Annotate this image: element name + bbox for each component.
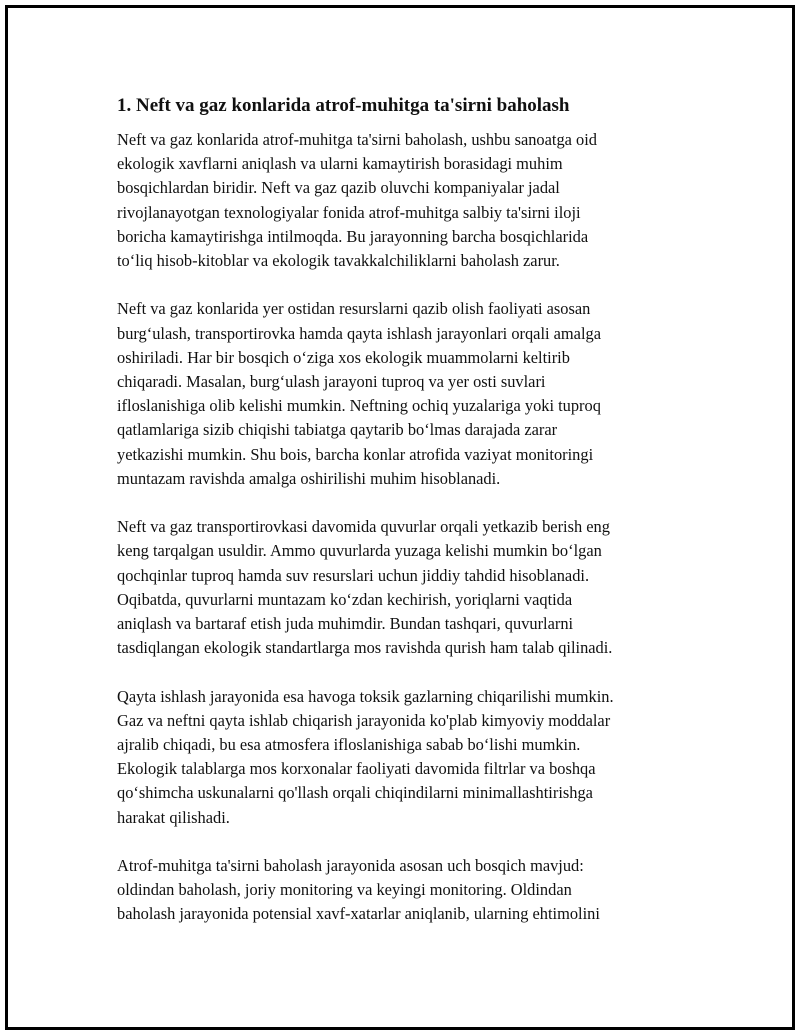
text-line: Neft va gaz transportirovkasi davomida quvurlar orqali yetkazib berish eng <box>117 517 610 537</box>
paragraph-5 <box>117 854 677 927</box>
paragraph-1 <box>117 128 677 273</box>
text-line: bosqichlardan biridir. Neft va gaz qazib oluvchi kompaniyalar jadal <box>117 178 560 198</box>
text-line: aniqlash va bartaraf etish juda muhimdir. Bundan tashqari, quvurlarni <box>117 614 574 634</box>
text-line: qochqinlar tuproq hamda suv resurslari uchun jiddiy tahdid hisoblanadi. <box>117 565 590 585</box>
text-line: yetkazishi mumkin. Shu bois, barcha konlar atrofida vaziyat monitoringi <box>117 444 594 464</box>
text-line: chiqaradi. Masalan, burg‘ulash jarayoni tuproq va yer osti suvlari <box>117 372 546 392</box>
text-line: boricha kamaytirishga intilmoqda. Bu jarayonning barcha bosqichlarida <box>117 226 589 246</box>
text-line: muntazam ravishda amalga oshirilishi muhim hisoblanadi. <box>117 468 501 488</box>
text-line: qatlamlariga sizib chiqishi tabiatga qaytarib bo‘lmas darajada zarar <box>117 420 558 440</box>
paragraph-2 <box>117 297 677 491</box>
text-line: tasdiqlangan ekologik standartlarga mos ravishda qurish ham talab qilinadi. <box>117 638 613 658</box>
text-line: oldindan baholash, joriy monitoring va keyingi monitoring. Oldindan <box>117 880 572 900</box>
text-line: baholash jarayonida potensial xavf-xatarlar aniqlanib, ularning ehtimolini <box>117 904 600 924</box>
text-line: qo‘shimcha uskunalarni qo'llash orqali chiqindilarni minimallashtirishga <box>117 783 593 803</box>
paragraph-4 <box>117 685 677 830</box>
text-line: Gaz va neftni qayta ishlab chiqarish jarayonida ko'plab kimyoviy moddalar <box>117 710 611 730</box>
section-heading: 1. Neft va gaz konlarida atrof-muhitga ta'sirni baholash <box>117 95 570 116</box>
text-line: keng tarqalgan usuldir. Ammo quvurlarda yuzaga kelishi mumkin bo‘lgan <box>117 541 602 561</box>
text-line: oshiriladi. Har bir bosqich o‘ziga xos ekologik muammolarni keltirib <box>117 347 570 367</box>
text-line: Ekologik talablarga mos korxonalar faoliyati davomida filtrlar va boshqa <box>117 759 596 779</box>
text-line: to‘liq hisob-kitoblar va ekologik tavakkalchiliklarni baholash zarur. <box>117 251 560 271</box>
text-line: rivojlanayotgan texnologiyalar fonida atrof-muhitga salbiy ta'sirni iloji <box>117 202 581 222</box>
text-line: burg‘ulash, transportirovka hamda qayta ishlash jarayonlari orqali amalga <box>117 323 601 343</box>
text-line: Atrof-muhitga ta'sirni baholash jarayonida asosan uch bosqich mavjud: <box>117 856 584 876</box>
text-line: Oqibatda, quvurlarni muntazam ko‘zdan kechirish, yoriqlarni vaqtida <box>117 589 573 609</box>
text-line: Neft va gaz konlarida atrof-muhitga ta'sirni baholash, ushbu sanoatga oid <box>117 130 597 149</box>
document-body <box>117 94 677 951</box>
text-line: Neft va gaz konlarida yer ostidan resurslarni qazib olish faoliyati asosan <box>117 299 591 319</box>
text-line: ekologik xavflarni aniqlash va ularni kamaytirish borasidagi muhim <box>117 154 563 174</box>
text-line: Qayta ishlash jarayonida esa havoga toksik gazlarning chiqarilishi mumkin. <box>117 686 614 706</box>
text-line: harakat qilishadi. <box>117 807 230 827</box>
text-line: ajralib chiqadi, bu esa atmosfera ifloslanishiga sabab bo‘lishi mumkin. <box>117 735 581 755</box>
text-line: ifloslanishiga olib kelishi mumkin. Neftning ochiq yuzalariga yoki tuproq <box>117 396 601 416</box>
paragraph-3 <box>117 515 677 660</box>
